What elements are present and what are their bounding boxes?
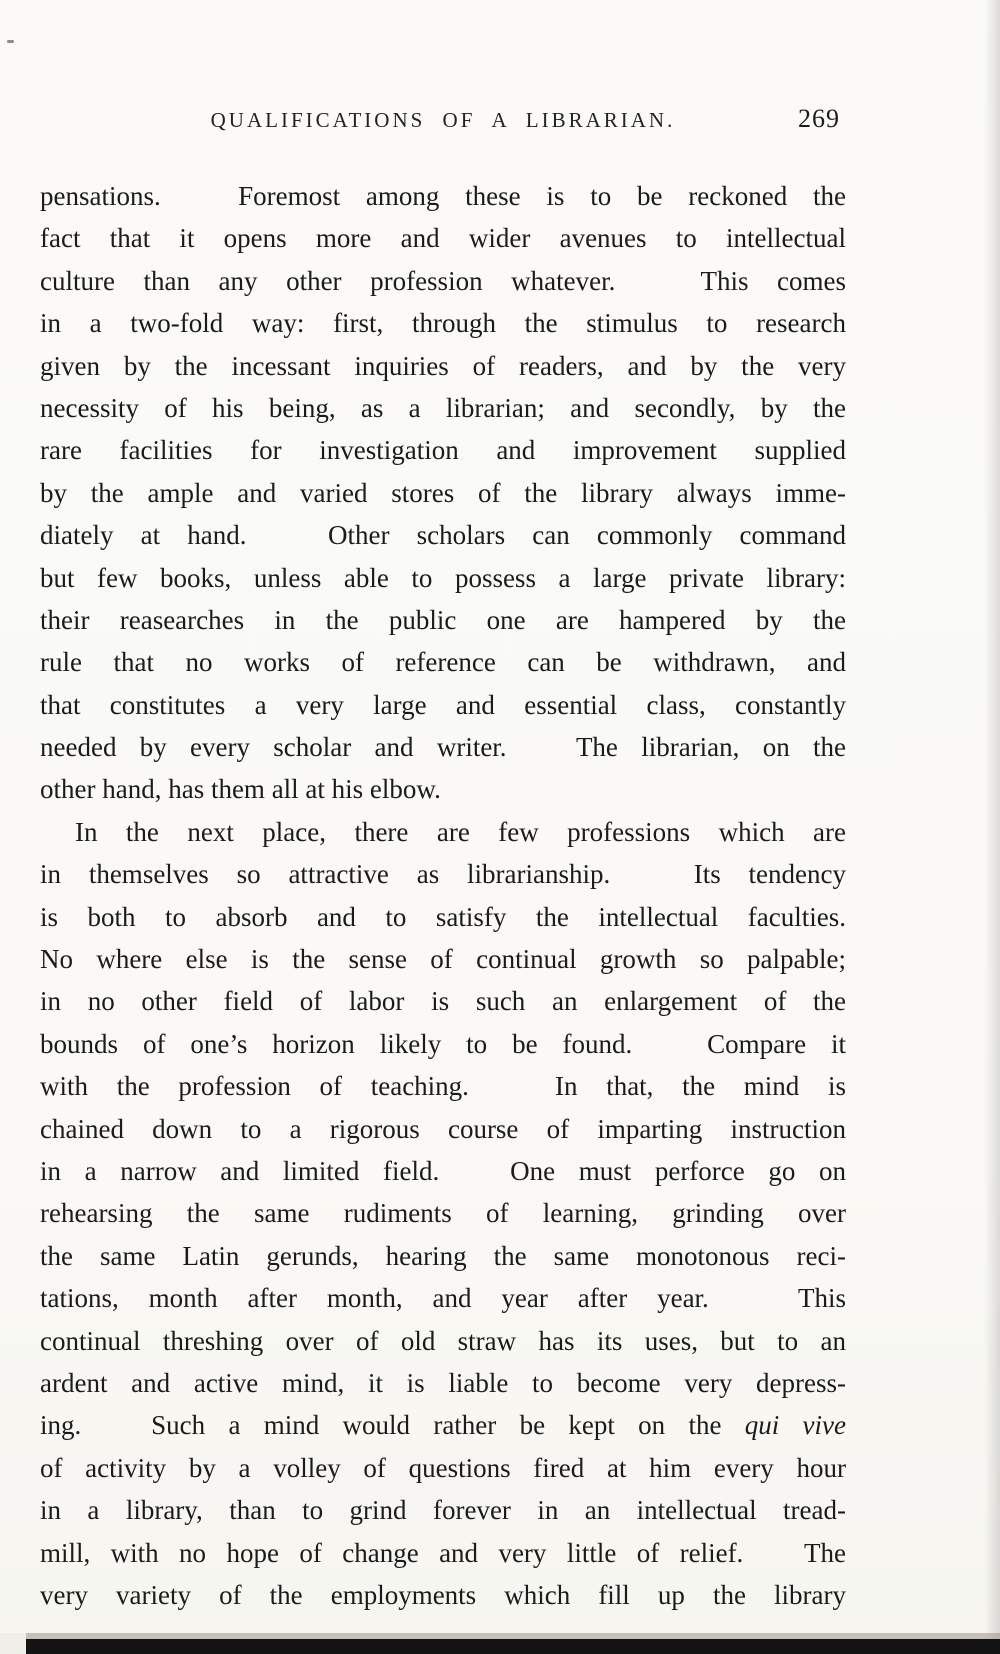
italic-phrase: qui vive (744, 1410, 846, 1441)
text-line: in a two-fold way: first, through the stimulus to research (40, 308, 846, 339)
text-line: fact that it opens more and wider avenues to intellectual (40, 223, 846, 254)
text-line: chained down to a rigorous course of imparting instruction (40, 1113, 846, 1144)
text-line: rule that no works of reference can be withdrawn, and (40, 647, 846, 678)
text-line: culture than any other profession whatever. This comes (40, 265, 846, 296)
scan-edge-bar (26, 1639, 1000, 1654)
text-line: necessity of his being, as a librarian; and secondly, by the (40, 392, 846, 423)
text-line: in a library, than to grind forever in an intellectual tread- (40, 1495, 846, 1526)
text-line: bounds of one’s horizon likely to be found. Compare it (40, 1028, 846, 1059)
text-line: needed by every scholar and writer. The librarian, on the (40, 732, 846, 763)
text-line: by the ample and varied stores of the library always imme- (40, 477, 846, 508)
page-header (40, 104, 846, 144)
text-line: ing. Such a mind would rather be kept on the qui vive (40, 1410, 846, 1441)
text-line: is both to absorb and to satisfy the intellectual faculties. (40, 901, 846, 932)
text-line: ardent and active mind, it is liable to become very depress- (40, 1367, 846, 1398)
text-line: mill, with no hope of change and very little of relief. The (40, 1537, 846, 1568)
text-line: pensations. Foremost among these is to be reckoned the (40, 181, 846, 211)
text-line: tations, month after month, and year after year. This (40, 1283, 846, 1314)
text-line: but few books, unless able to possess a large private library: (40, 562, 846, 593)
running-header-title: QUALIFICATIONS OF A LIBRARIAN. (210, 108, 676, 132)
text-line: rare facilities for investigation and improvement supplied (40, 435, 846, 466)
text-line: diately at hand. Other scholars can commonly command (40, 520, 846, 551)
text-line: in no other field of labor is such an enlargement of the (40, 986, 846, 1017)
text-line: the same Latin gerunds, hearing the same monotonous reci- (40, 1240, 846, 1271)
text-line: rehearsing the same rudiments of learning, grinding over (40, 1198, 846, 1229)
scan-speck-artifact (7, 40, 14, 43)
text-line: In the next place, there are few professions which are (75, 816, 846, 847)
text-line: given by the incessant inquiries of readers, and by the very (40, 350, 846, 381)
page-number: 269 (798, 104, 840, 133)
body-text-block (40, 175, 846, 1616)
text-line: other hand, has them all at his elbow. (40, 774, 441, 805)
text-line: very variety of the employments which fill up the library (40, 1579, 846, 1610)
text-line: in themselves so attractive as librarianship. Its tendency (40, 859, 846, 890)
text-line: their reasearches in the public one are hampered by the (40, 604, 846, 635)
text-line: in a narrow and limited field. One must perforce go on (40, 1155, 846, 1186)
scan-edge-corner (0, 1633, 26, 1654)
text-line: with the profession of teaching. In that, the mind is (40, 1071, 846, 1102)
text-line: that constitutes a very large and essential class, constantly (40, 689, 846, 720)
text-line: continual threshing over of old straw has its uses, but to an (40, 1325, 846, 1356)
text-line: of activity by a volley of questions fired at him every hour (40, 1452, 846, 1483)
text-line: No where else is the sense of continual growth so palpable; (40, 944, 846, 975)
page-edge-shadow (984, 0, 1000, 1654)
